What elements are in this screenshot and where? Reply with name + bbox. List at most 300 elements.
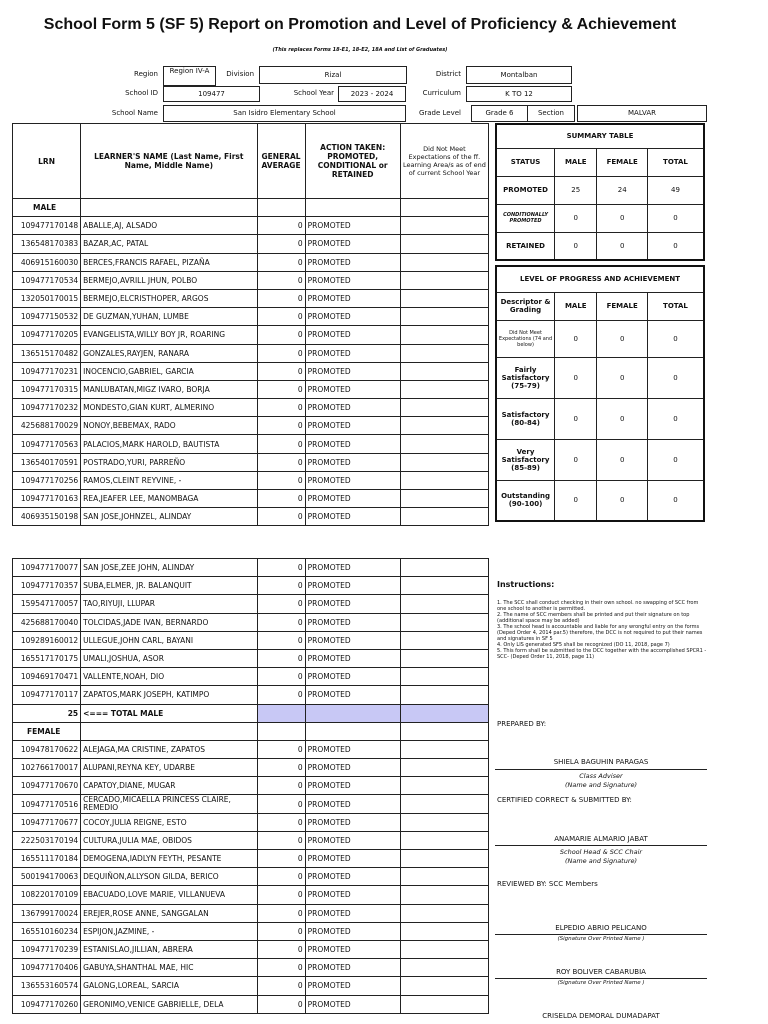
progress-male: 0 [555, 398, 597, 439]
general-average: 0 [257, 649, 305, 667]
learner-name: PALACIOS,MARK HAROLD, BAUTISTA [81, 435, 257, 453]
general-average: 0 [257, 271, 305, 289]
learner-lrn: 109477170563 [13, 435, 81, 453]
table-row [13, 471, 489, 489]
did-not-meet-cell [400, 399, 488, 417]
general-average: 0 [257, 831, 305, 849]
general-average: 0 [257, 217, 305, 235]
did-not-meet-cell [400, 613, 488, 631]
general-average: 0 [257, 922, 305, 940]
general-average: 0 [257, 308, 305, 326]
learner-name: ZAPATOS,MARK JOSEPH, KATIMPO [81, 686, 257, 704]
table-row [13, 922, 489, 940]
table-row [13, 399, 489, 417]
action-taken: PROMOTED [305, 977, 400, 995]
table-row [13, 595, 489, 613]
action-taken: PROMOTED [305, 740, 400, 758]
region-field: Region IV-A [163, 66, 216, 86]
learner-lrn: 109477150532 [13, 308, 81, 326]
region-label: Region [134, 70, 158, 78]
action-taken: PROMOTED [305, 577, 400, 595]
learner-lrn: 159547170057 [13, 595, 81, 613]
table-row [13, 490, 489, 508]
learner-lrn: 108220170109 [13, 886, 81, 904]
table-row [13, 577, 489, 595]
action-taken: PROMOTED [305, 595, 400, 613]
did-not-meet-cell [400, 686, 488, 704]
general-average: 0 [257, 235, 305, 253]
table-row [13, 613, 489, 631]
learner-name: BERCES,FRANCIS RAFAEL, PIZAÑA [81, 253, 257, 271]
learner-name: ESPIJON,JAZMINE, - [81, 922, 257, 940]
progress-total: 0 [647, 480, 704, 521]
total-male-label: <=== TOTAL MALE [81, 704, 257, 722]
general-average: 0 [257, 795, 305, 813]
did-not-meet-cell [400, 886, 488, 904]
certified-label: CERTIFIED CORRECT & SUBMITTED BY: [497, 796, 632, 804]
learner-name: DE GUZMAN,YUHAN, LUMBE [81, 308, 257, 326]
did-not-meet-cell [400, 453, 488, 471]
learner-lrn: 136553160574 [13, 977, 81, 995]
learner-name: UMALI,JOSHUA, ASOR [81, 649, 257, 667]
learner-name: CULTURA,JULIA MAE, OBIDOS [81, 831, 257, 849]
action-taken: PROMOTED [305, 253, 400, 271]
did-not-meet-cell [400, 649, 488, 667]
did-not-meet-cell [400, 289, 488, 307]
learner-lrn: 165510160234 [13, 922, 81, 940]
progress-table [495, 265, 705, 522]
action-taken: PROMOTED [305, 868, 400, 886]
instruction-item: 1. The SCC shall conduct checking in their own school. no swapping of SCC from one school to another is permitted. [497, 600, 699, 612]
progress-male: 0 [555, 357, 597, 398]
general-average: 0 [257, 490, 305, 508]
learner-name: DEQUIÑON,ALLYSON GILDA, BERICO [81, 868, 257, 886]
general-average: 0 [257, 435, 305, 453]
table-row [13, 795, 489, 813]
learner-name: BERMEJO,AVRILL JHUN, POLBO [81, 271, 257, 289]
learner-lrn: 109477170117 [13, 686, 81, 704]
progress-h-total: TOTAL [647, 292, 704, 320]
learner-lrn: 406915160030 [13, 253, 81, 271]
progress-desc: Outstanding (90-100) [496, 480, 555, 521]
progress-desc: Very Satisfactory (85-89) [496, 439, 555, 480]
table-row [13, 649, 489, 667]
member1-signature-line [495, 934, 707, 935]
did-not-meet-cell [400, 959, 488, 977]
table-row [13, 559, 489, 577]
action-taken: PROMOTED [305, 417, 400, 435]
general-average: 0 [257, 740, 305, 758]
learner-name: BERMEJO,ELCRISTHOPER, ARGOS [81, 289, 257, 307]
learner-name: GALONG,LOREAL, SARCIA [81, 977, 257, 995]
learner-lrn: 109477170516 [13, 795, 81, 813]
table-row [13, 453, 489, 471]
table-row [13, 631, 489, 649]
action-taken: PROMOTED [305, 435, 400, 453]
general-average: 0 [257, 289, 305, 307]
learner-lrn: 109477170239 [13, 940, 81, 958]
learner-lrn: 109478170622 [13, 740, 81, 758]
learner-lrn: 109477170315 [13, 380, 81, 398]
table-row [13, 977, 489, 995]
table-row [13, 308, 489, 326]
action-taken: PROMOTED [305, 940, 400, 958]
general-average: 0 [257, 577, 305, 595]
did-not-meet-cell [400, 795, 488, 813]
learner-name: MONDESTO,GIAN KURT, ALMERINO [81, 399, 257, 417]
scc-member-3-name: CRISELDA DEMORAL DUMADAPAT [542, 1012, 660, 1020]
female-section-label: FEMALE [13, 722, 81, 740]
did-not-meet-cell [400, 471, 488, 489]
learner-name: COCOY,JULIA REIGNE, ESTO [81, 813, 257, 831]
summary-total: 0 [647, 232, 704, 260]
action-taken: PROMOTED [305, 831, 400, 849]
did-not-meet-cell [400, 922, 488, 940]
action-taken: PROMOTED [305, 886, 400, 904]
instruction-item: 3. The school head is accountable and liable for any wrongful entry on the forms (Deped Order 4, 2014 par.5) therefore, the DCC is not required to put their names and signatures in SF 5 [497, 624, 703, 642]
form-subtitle: (This replaces Forms 18-E1, 18-E2, 18A and List of Graduates) [272, 47, 448, 53]
progress-total: 0 [647, 357, 704, 398]
table-row [13, 235, 489, 253]
learner-lrn: 165511170184 [13, 850, 81, 868]
learner-lrn: 109477170260 [13, 995, 81, 1013]
division-label: Division [226, 70, 254, 78]
table-row [13, 289, 489, 307]
summary-female: 0 [597, 232, 647, 260]
learner-name: ABALLE,AJ, ALSADO [81, 217, 257, 235]
action-taken: PROMOTED [305, 995, 400, 1013]
did-not-meet-cell [400, 577, 488, 595]
learner-lrn: 425688170029 [13, 417, 81, 435]
summary-status: PROMOTED [496, 176, 555, 204]
table-row [13, 344, 489, 362]
did-not-meet-cell [400, 344, 488, 362]
learner-lrn: 500194170063 [13, 868, 81, 886]
progress-total: 0 [647, 320, 704, 357]
progress-row [496, 320, 704, 357]
learner-lrn: 136799170024 [13, 904, 81, 922]
learner-name: REA,JEAFER LEE, MANOMBAGA [81, 490, 257, 508]
learner-lrn: 109477170677 [13, 813, 81, 831]
did-not-meet-cell [400, 235, 488, 253]
learner-name: BAZAR,AC, PATAL [81, 235, 257, 253]
division-field: Rizal [259, 66, 407, 84]
action-taken: PROMOTED [305, 613, 400, 631]
did-not-meet-cell [400, 253, 488, 271]
section-label: Section [527, 105, 575, 122]
learner-name: EVANGELISTA,WILLY BOY JR, ROARING [81, 326, 257, 344]
general-average: 0 [257, 759, 305, 777]
table-row [13, 995, 489, 1013]
action-taken: PROMOTED [305, 235, 400, 253]
action-taken: PROMOTED [305, 289, 400, 307]
table-row [13, 940, 489, 958]
learner-lrn: 109477170534 [13, 271, 81, 289]
table-row [13, 777, 489, 795]
did-not-meet-cell [400, 777, 488, 795]
col-name: LEARNER'S NAME (Last Name, First Name, Middle Name) [81, 124, 257, 199]
action-taken: PROMOTED [305, 362, 400, 380]
curriculum-label: Curriculum [422, 89, 461, 97]
learner-name: SAN JOSE,JOHNZEL, ALINDAY [81, 508, 257, 526]
did-not-meet-cell [400, 740, 488, 758]
adviser-name: SHIELA BAGUHIN PARAGAS [553, 758, 649, 766]
learner-lrn: 136548170383 [13, 235, 81, 253]
general-average: 0 [257, 904, 305, 922]
col-lrn: LRN [13, 124, 81, 199]
school-head-sub: (Name and Signature) [564, 857, 638, 865]
progress-h-desc: Descriptor & Grading [496, 292, 555, 320]
learner-table-male-part1 [12, 123, 489, 526]
adviser-role: Class Adviser [579, 772, 623, 780]
progress-female: 0 [597, 398, 647, 439]
school-name-field: San Isidro Elementary School [163, 105, 406, 122]
action-taken: PROMOTED [305, 559, 400, 577]
learner-name: CERCADO,MICAELLA PRINCESS CLAIRE, REMEDIO [81, 795, 257, 813]
table-row [13, 868, 489, 886]
learner-name: VALLENTE,NOAH, DIO [81, 668, 257, 686]
table-row [13, 271, 489, 289]
table-row [13, 417, 489, 435]
learner-lrn: 109477170163 [13, 490, 81, 508]
general-average: 0 [257, 850, 305, 868]
progress-h-male: MALE [555, 292, 597, 320]
learner-name: DEMOGENA,IADLYN FEYTH, PESANTE [81, 850, 257, 868]
form-title: School Form 5 (SF 5) Report on Promotion and Level of Proficiency & Achievement [43, 16, 677, 33]
table-row [13, 740, 489, 758]
learner-name: NONOY,BEBEMAX, RADO [81, 417, 257, 435]
scc-member-2-sub: (Signature Over Printed Name ) [557, 980, 645, 986]
general-average: 0 [257, 813, 305, 831]
progress-row [496, 480, 704, 521]
table-row [13, 904, 489, 922]
district-field: Montalban [466, 66, 572, 84]
general-average: 0 [257, 613, 305, 631]
progress-row [496, 357, 704, 398]
learner-lrn: 109469170471 [13, 668, 81, 686]
did-not-meet-cell [400, 759, 488, 777]
action-taken: PROMOTED [305, 326, 400, 344]
progress-female: 0 [597, 439, 647, 480]
learner-name: ULLEGUE,JOHN CARL, BAYANI [81, 631, 257, 649]
progress-row [496, 439, 704, 480]
progress-h-female: FEMALE [597, 292, 647, 320]
general-average: 0 [257, 380, 305, 398]
learner-lrn: 109477170232 [13, 399, 81, 417]
general-average: 0 [257, 326, 305, 344]
school-id-field: 109477 [163, 86, 260, 102]
summary-row [496, 232, 704, 260]
general-average: 0 [257, 417, 305, 435]
school-name-label: School Name [111, 109, 158, 117]
grade-level-label: Grade Level [418, 109, 461, 117]
summary-status: RETAINED [496, 232, 555, 260]
did-not-meet-cell [400, 595, 488, 613]
scc-member-1-name: ELPEDIO ABRIO PELICANO [555, 924, 647, 932]
progress-desc: Did Not Meet Expectations (74 and below) [496, 320, 555, 357]
did-not-meet-cell [400, 217, 488, 235]
summary-status: CONDITIONALLY PROMOTED [496, 204, 555, 232]
school-head-name: ANAMARIE ALMARIO JABAT [554, 835, 648, 843]
action-taken: PROMOTED [305, 380, 400, 398]
learner-name: GABUYA,SHANTHAL MAE, HIC [81, 959, 257, 977]
action-taken: PROMOTED [305, 508, 400, 526]
prepared-by-label: PREPARED BY: [497, 720, 547, 728]
did-not-meet-cell [400, 380, 488, 398]
summary-h-status: STATUS [496, 148, 555, 176]
learner-lrn: 136540170591 [13, 453, 81, 471]
progress-total: 0 [647, 398, 704, 439]
district-label: District [435, 70, 461, 78]
grade-level-field: Grade 6 [471, 105, 528, 122]
did-not-meet-cell [400, 868, 488, 886]
learner-name: SUBA,ELMER, JR. BALANQUIT [81, 577, 257, 595]
general-average: 0 [257, 344, 305, 362]
table-row [13, 217, 489, 235]
general-average: 0 [257, 559, 305, 577]
general-average: 0 [257, 686, 305, 704]
adviser-sub: (Name and Signature) [564, 781, 638, 789]
learner-table-continued [12, 558, 489, 1014]
did-not-meet-cell [400, 631, 488, 649]
table-row [13, 813, 489, 831]
general-average: 0 [257, 595, 305, 613]
school-id-label: School ID [125, 89, 158, 97]
summary-table [495, 123, 705, 261]
learner-lrn: 109477170357 [13, 577, 81, 595]
learner-lrn: 109477170077 [13, 559, 81, 577]
learner-name: RAMOS,CLEINT REYVINE, - [81, 471, 257, 489]
general-average: 0 [257, 453, 305, 471]
progress-male: 0 [555, 480, 597, 521]
action-taken: PROMOTED [305, 649, 400, 667]
head-signature-line [495, 845, 707, 846]
did-not-meet-cell [400, 508, 488, 526]
progress-title: LEVEL OF PROGRESS AND ACHIEVEMENT [496, 266, 704, 292]
summary-male: 25 [555, 176, 597, 204]
general-average: 0 [257, 362, 305, 380]
progress-male: 0 [555, 320, 597, 357]
summary-female: 24 [597, 176, 647, 204]
did-not-meet-cell [400, 850, 488, 868]
did-not-meet-cell [400, 904, 488, 922]
learner-lrn: 109477170231 [13, 362, 81, 380]
learner-lrn: 165517170175 [13, 649, 81, 667]
action-taken: PROMOTED [305, 399, 400, 417]
table-row [13, 380, 489, 398]
learner-lrn: 406935150198 [13, 508, 81, 526]
instruction-item: 2. The name of SCC members shall be printed and put their signature on top (additional space may be added) [497, 612, 690, 624]
learner-lrn: 109289160012 [13, 631, 81, 649]
summary-title: SUMMARY TABLE [496, 124, 704, 148]
action-taken: PROMOTED [305, 759, 400, 777]
summary-male: 0 [555, 204, 597, 232]
scc-member-2-name: ROY BOLIVER CABARUBIA [556, 968, 646, 976]
summary-h-male: MALE [555, 148, 597, 176]
progress-male: 0 [555, 439, 597, 480]
action-taken: PROMOTED [305, 904, 400, 922]
learner-name: ALEJAGA,MA CRISTINE, ZAPATOS [81, 740, 257, 758]
col-average: GENERAL AVERAGE [257, 124, 305, 199]
action-taken: PROMOTED [305, 850, 400, 868]
did-not-meet-cell [400, 308, 488, 326]
summary-total: 0 [647, 204, 704, 232]
table-row [13, 362, 489, 380]
learner-name: GERONIMO,VENICE GABRIELLE, DELA [81, 995, 257, 1013]
general-average: 0 [257, 868, 305, 886]
table-row [13, 850, 489, 868]
school-year-field: 2023 - 2024 [338, 86, 406, 102]
action-taken: PROMOTED [305, 813, 400, 831]
table-row [13, 435, 489, 453]
summary-h-total: TOTAL [647, 148, 704, 176]
did-not-meet-cell [400, 995, 488, 1013]
action-taken: PROMOTED [305, 490, 400, 508]
learner-lrn: 102766170017 [13, 759, 81, 777]
school-head-role: School Head & SCC Chair [559, 848, 643, 856]
progress-female: 0 [597, 357, 647, 398]
action-taken: PROMOTED [305, 668, 400, 686]
learner-name: TAO,RIYUJI, LLUPAR [81, 595, 257, 613]
reviewed-label: REVIEWED BY: SCC Members [497, 880, 598, 888]
member2-signature-line [495, 978, 707, 979]
scc-member-1-sub: (Signature Over Printed Name ) [557, 936, 645, 942]
general-average: 0 [257, 959, 305, 977]
action-taken: PROMOTED [305, 271, 400, 289]
action-taken: PROMOTED [305, 471, 400, 489]
did-not-meet-cell [400, 668, 488, 686]
learner-lrn: 425688170040 [13, 613, 81, 631]
learner-lrn: 109477170205 [13, 326, 81, 344]
action-taken: PROMOTED [305, 795, 400, 813]
action-taken: PROMOTED [305, 922, 400, 940]
learner-name: MANLUBATAN,MIGZ IVARO, BORJA [81, 380, 257, 398]
action-taken: PROMOTED [305, 308, 400, 326]
did-not-meet-cell [400, 813, 488, 831]
learner-lrn: 136515170482 [13, 344, 81, 362]
action-taken: PROMOTED [305, 959, 400, 977]
learner-name: ALUPANI,REYNA KEY, UDARBE [81, 759, 257, 777]
general-average: 0 [257, 253, 305, 271]
general-average: 0 [257, 940, 305, 958]
summary-row [496, 204, 704, 232]
learner-lrn: 109477170256 [13, 471, 81, 489]
adviser-signature-line [495, 769, 707, 770]
general-average: 0 [257, 777, 305, 795]
instructions-list [497, 600, 707, 660]
general-average: 0 [257, 471, 305, 489]
learner-name: SAN JOSE,ZEE JOHN, ALINDAY [81, 559, 257, 577]
summary-h-female: FEMALE [597, 148, 647, 176]
male-section-label: MALE [13, 199, 81, 217]
progress-desc: Satisfactory (80-84) [496, 398, 555, 439]
action-taken: PROMOTED [305, 217, 400, 235]
action-taken: PROMOTED [305, 631, 400, 649]
did-not-meet-cell [400, 435, 488, 453]
general-average: 0 [257, 886, 305, 904]
action-taken: PROMOTED [305, 686, 400, 704]
did-not-meet-cell [400, 940, 488, 958]
did-not-meet-cell [400, 362, 488, 380]
general-average: 0 [257, 977, 305, 995]
general-average: 0 [257, 631, 305, 649]
did-not-meet-cell [400, 559, 488, 577]
did-not-meet-cell [400, 977, 488, 995]
table-row [13, 508, 489, 526]
table-row [13, 831, 489, 849]
general-average: 0 [257, 995, 305, 1013]
progress-total: 0 [647, 439, 704, 480]
